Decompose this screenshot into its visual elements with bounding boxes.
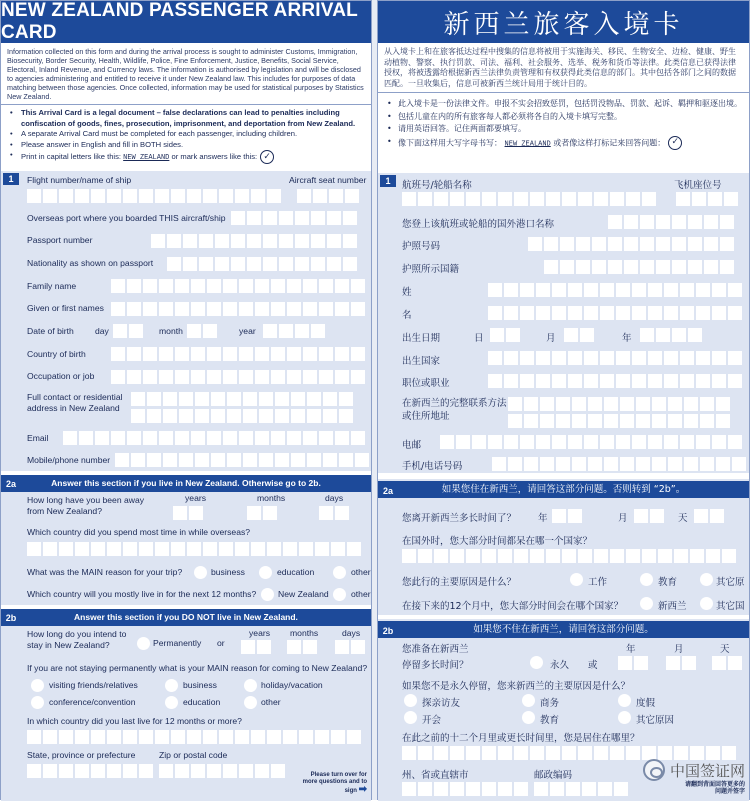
reason-visiting-label: 探亲访友 (422, 698, 461, 709)
most-time-country-label: 在国外时，您大部分时间都呆在哪一个国家？ (402, 536, 593, 547)
occupation-label: Occupation or job (27, 371, 95, 381)
card-title: NEW ZEALAND PASSENGER ARRIVAL CARD (1, 1, 371, 43)
stay-permanently-radio[interactable] (137, 637, 150, 650)
time-away-label: How long have you been away from New Zealand? (27, 495, 145, 516)
dob-month-boxes[interactable] (564, 328, 594, 342)
stay-length-label-2: 停留多长时间？ (402, 660, 469, 671)
privacy-intro: 从入境卡上和在旅客抵达过程中搜集的信息将被用于实施海关、移民、生物安全、边检、健康、野生动植物、警察、执行罚款、司法、福利、社会服务、选举、税务和货币等法律。此类信息已获得法律授权，将被透露给根据新西兰法律负责管理和有权获得此类信息的部门。其中包括各部门之间的数据匹配。一旦收集后，信息可被新西兰统计局用于统计目的。 (378, 43, 749, 93)
reason-education-radio-2b[interactable] (165, 696, 178, 709)
arrow-right-icon: ➡ (358, 784, 367, 795)
last-lived-country-label: 在此之前的十二个月里或更长时间里，您是居住在哪里？ (402, 733, 640, 744)
passport-number-label: 护照号码 (402, 241, 441, 252)
family-name-boxes[interactable] (111, 279, 365, 293)
overseas-port-label: Overseas port where you boarded THIS aircraft/ship (27, 213, 226, 223)
state-label: State, province or prefecture (27, 750, 136, 760)
next12-other-radio[interactable] (333, 588, 346, 601)
english-arrival-card (0, 0, 372, 800)
instructions-list (378, 93, 749, 155)
most-time-country-label: Which country did you spend most time in while overseas? (27, 527, 251, 537)
zip-boxes[interactable] (534, 782, 628, 796)
zip-label: Zip or postal code (159, 750, 228, 760)
away-months-label: 月 (618, 513, 628, 524)
main-reason-label: What was the MAIN reason for your trip? (27, 567, 183, 577)
reason-business-label: 工作 (588, 577, 608, 588)
passport-number-boxes[interactable] (528, 237, 734, 251)
section-2a-header: 如果您住在新西兰，请回答这部分问题。否则转到 “2b”。 (378, 481, 749, 498)
reason-education-label-2b: education (183, 697, 221, 707)
passport-number-boxes[interactable] (151, 234, 357, 248)
away-years-label: 年 (538, 513, 548, 524)
last-lived-country-label: In which country did you last live for 12 months or more? (27, 716, 242, 726)
reason-education-radio-2b[interactable] (522, 711, 535, 724)
next12-other-label: other (351, 589, 371, 599)
nz-address-label: Full contact or residential address in New Zealand (27, 392, 123, 413)
given-names-boxes[interactable] (488, 306, 742, 320)
separate-card-note: • 包括儿童在内的所有旅客每人都必须将各自的入境卡填写完整。 (386, 111, 743, 124)
stay-days-label: 天 (720, 644, 730, 655)
given-names-boxes[interactable] (111, 302, 365, 316)
reason-business-label-2b: 商务 (540, 698, 560, 709)
reason-business-radio[interactable] (570, 573, 583, 586)
flight-number-boxes[interactable] (27, 189, 281, 203)
state-boxes[interactable] (27, 764, 153, 778)
dob-month-label: 月 (546, 333, 556, 344)
overseas-port-boxes[interactable] (608, 215, 734, 229)
zip-boxes[interactable] (159, 764, 285, 778)
stay-days-boxes[interactable] (335, 640, 365, 654)
email-boxes[interactable] (63, 431, 365, 445)
section-number: 1 (3, 173, 19, 185)
nz-address-boxes-2[interactable] (508, 414, 730, 428)
next12-nz-label: 新西兰 (658, 601, 687, 612)
seat-number-label: Aircraft seat number (289, 175, 367, 185)
country-of-birth-label: Country of birth (27, 349, 86, 359)
section-2a-header: Answer this section if you live in New Zealand. Otherwise go to 2b. (1, 475, 371, 492)
reason-conference-label: conference/convention (49, 697, 136, 707)
family-name-label: 姓 (402, 287, 412, 298)
dob-day-boxes[interactable] (490, 328, 520, 342)
section-2b (1, 609, 371, 801)
dob-month-label: month (159, 326, 183, 336)
nationality-boxes[interactable] (544, 260, 734, 274)
print-example: NEW ZEALAND (504, 140, 551, 148)
section-2b-header: Answer this section if you DO NOT live in New Zealand. (1, 609, 371, 626)
away-years-boxes[interactable] (173, 506, 203, 520)
wechat-icon (643, 759, 665, 781)
flight-number-label: Flight number/name of ship (27, 175, 132, 185)
section-2b-header: 如果您不住在新西兰，请回答这部分问题。 (378, 621, 749, 638)
away-years-boxes[interactable] (552, 509, 582, 523)
section-number: 1 (380, 175, 396, 187)
stay-permanently-radio[interactable] (530, 656, 543, 669)
occupation-boxes[interactable] (488, 374, 742, 388)
overseas-port-label: 您登上该航班或轮船的国外港口名称 (402, 219, 555, 230)
section-1 (1, 171, 371, 471)
stay-length-label: How long do you intend to stay in New Zealand? (27, 629, 127, 650)
country-of-birth-boxes[interactable] (111, 347, 365, 361)
section-number: 2a (380, 485, 396, 497)
reason-conference-radio[interactable] (404, 711, 417, 724)
away-years-label: years (185, 493, 207, 503)
next12-other-label: 其它国 (716, 601, 745, 612)
reason-visiting-radio[interactable] (404, 694, 417, 707)
legal-notice: • 此入境卡是一份法律文件。申报不实会招致惩罚，包括罚没物品、罚款、起诉、羁押和驱逐出境。 (386, 98, 743, 111)
reason-business-radio-2b[interactable] (165, 679, 178, 692)
dob-day-boxes[interactable] (113, 324, 143, 338)
nz-address-boxes-2[interactable] (131, 409, 353, 423)
reason-conference-radio[interactable] (31, 696, 44, 709)
check-mark-icon: ✓ (668, 136, 682, 150)
instructions-list (1, 105, 371, 168)
dob-day-label: day (95, 326, 109, 336)
last-lived-country-boxes[interactable] (402, 746, 736, 760)
stay-years-boxes[interactable] (618, 656, 648, 670)
country-of-birth-label: 出生国家 (402, 356, 441, 367)
email-boxes[interactable] (440, 435, 742, 449)
reason-education-label: 教育 (658, 577, 678, 588)
dob-year-boxes[interactable] (640, 328, 702, 342)
stay-or-label: 或 (588, 660, 598, 671)
next-12-months-label: Which country will you mostly live in for the next 12 months? (27, 589, 257, 599)
reason-other-label: other (351, 567, 371, 577)
section-2a (1, 475, 371, 605)
most-time-country-boxes[interactable] (27, 542, 361, 556)
section-number: 2b (3, 612, 19, 624)
reason-other-label: 其它原 (716, 577, 745, 588)
most-time-country-boxes[interactable] (402, 549, 736, 563)
stay-years-boxes[interactable] (241, 640, 271, 654)
state-boxes[interactable] (402, 782, 528, 796)
family-name-label: Family name (27, 281, 77, 291)
date-of-birth-label: Date of birth (27, 326, 74, 336)
check-mark-icon: ✓ (260, 150, 274, 164)
reason-education-radio[interactable] (259, 566, 272, 579)
separate-card-note: • A separate Arrival Card must be completed for each passenger, including children. (9, 129, 365, 140)
mobile-boxes[interactable] (115, 453, 369, 467)
seat-number-boxes[interactable] (676, 192, 738, 206)
given-names-label: 名 (402, 310, 412, 321)
last-lived-country-boxes[interactable] (27, 730, 361, 744)
next-12-months-label: 在接下来的12个月中，您大部分时间会在哪个国家？ (402, 601, 624, 612)
next12-nz-label: New Zealand (278, 589, 329, 599)
reason-other-radio-2b[interactable] (618, 711, 631, 724)
section-1 (378, 173, 749, 473)
reason-education-radio[interactable] (640, 573, 653, 586)
away-months-boxes[interactable] (634, 509, 664, 523)
seat-number-label: 飞机座位号 (674, 180, 722, 191)
privacy-intro: Information collected on this form and during the arrival process is sought to administer Customs, Immigration, Biosecurity, Border Security, Health, Wildlife, Police, Fine Enforcement, Justice, Benefits, Social Service, Electoral, Inland Revenue, and Currency laws. The information is authorised by legislation and will be disclosed to agencies administering and entitled to receive it under New Zealand law. This includes for purposes of data matching between those agencies. Once collected, information may be used for statistical purposes by Statistics New Zealand. (1, 43, 371, 105)
reason-business-label-2b: business (183, 680, 217, 690)
reason-other-label-2b: 其它原因 (636, 715, 675, 726)
card-title: 新西兰旅客入境卡 (378, 1, 749, 43)
nationality-label: Nationality as shown on passport (27, 258, 154, 268)
reason-education-label-2b: 教育 (540, 715, 560, 726)
time-away-label: 您离开新西兰多长时间了？ (402, 513, 517, 524)
reason-visiting-label: visiting friends/relatives (49, 680, 138, 690)
reason-holiday-label: 度假 (636, 698, 656, 709)
email-label: 电邮 (402, 440, 422, 451)
dob-month-boxes[interactable] (187, 324, 217, 338)
watermark-text: 中国签证网 (669, 761, 745, 780)
stay-months-label: months (290, 628, 319, 638)
overseas-port-boxes[interactable] (231, 211, 357, 225)
flight-number-boxes[interactable] (402, 192, 656, 206)
dob-year-label: 年 (622, 333, 632, 344)
dob-year-boxes[interactable] (263, 324, 325, 338)
family-name-boxes[interactable] (488, 283, 742, 297)
country-of-birth-boxes[interactable] (488, 351, 742, 365)
reason-holiday-radio[interactable] (618, 694, 631, 707)
reason-holiday-label: holiday/vacation (261, 680, 323, 690)
stay-days-boxes[interactable] (712, 656, 742, 670)
reason-education-label: education (277, 567, 315, 577)
stay-months-boxes[interactable] (287, 640, 317, 654)
occupation-label: 职位或职业 (402, 378, 450, 389)
reason-other-radio-2b[interactable] (244, 696, 257, 709)
watermark (643, 759, 745, 781)
reason-holiday-radio[interactable] (244, 679, 257, 692)
given-names-label: Given or first names (27, 303, 104, 313)
reason-visiting-radio[interactable] (31, 679, 44, 692)
not-staying-reason-label: If you are not staying permanently what is your MAIN reason for coming to New Zealand? (27, 663, 368, 673)
nationality-label: 护照所示国籍 (402, 264, 460, 275)
seat-number-boxes[interactable] (297, 189, 359, 203)
stay-permanently-label: Permanently (153, 638, 202, 648)
dob-year-label: year (239, 326, 256, 336)
zip-label: 邮政编码 (534, 770, 573, 781)
date-of-birth-label: 出生日期 (402, 333, 441, 344)
stay-permanently-label: 永久 (550, 660, 570, 671)
reason-business-label: business (211, 567, 245, 577)
section-number: 2b (380, 625, 396, 637)
passport-number-label: Passport number (27, 235, 93, 245)
section-number: 2a (3, 478, 19, 490)
main-reason-label: 您此行的主要原因是什么？ (402, 577, 517, 588)
next12-other-radio[interactable] (700, 597, 713, 610)
print-example: NEW ZEALAND (123, 154, 170, 163)
stay-months-label: 月 (674, 644, 684, 655)
stay-years-label: 年 (626, 644, 636, 655)
nz-address-label: 在新西兰的完整联系方法或住所地址 (402, 398, 507, 422)
stay-years-label: years (249, 628, 271, 638)
reason-other-label-2b: other (261, 697, 281, 707)
next12-nz-radio[interactable] (261, 588, 274, 601)
away-days-label: 天 (678, 513, 688, 524)
occupation-boxes[interactable] (111, 370, 365, 384)
print-instructions: • Print in capital letters like this: NEW ZEALAND or mark answers like this: ✓ (9, 150, 365, 164)
section-2a (378, 479, 749, 615)
answer-language-note: • Please answer in English and fill in BOTH sides. (9, 140, 365, 151)
nz-address-boxes-1[interactable] (508, 397, 730, 411)
next12-nz-radio[interactable] (640, 597, 653, 610)
away-days-boxes[interactable] (319, 506, 349, 520)
away-months-boxes[interactable] (247, 506, 277, 520)
away-months-label: months (257, 493, 286, 503)
reason-business-radio-2b[interactable] (522, 694, 535, 707)
print-instructions: • 像下面这样用大写字母书写： NEW ZEALAND 或者像这样打标记来回答问题： ✓ (386, 136, 743, 151)
answer-language-note: • 请用英语回答。记住两面都要填写。 (386, 123, 743, 136)
turn-over-note: Please turn over for more questions and to sign ➡ (302, 772, 367, 795)
not-staying-reason-label: 如果您不是永久停留，您来新西兰的主要原因是什么？ (402, 681, 631, 692)
state-label: 州、省或直辖市 (402, 770, 469, 781)
legal-notice: • This Arrival Card is a legal document – false declarations can lead to penalties including confiscation of goods, fines, prosecution, imprisonment, and deportation from New Zealand. (9, 108, 365, 129)
reason-business-radio[interactable] (194, 566, 207, 579)
stay-length-label-1: 您准备在新西兰 (402, 644, 469, 655)
away-days-label: days (325, 493, 344, 503)
flight-number-label: 航班号/轮船名称 (402, 180, 472, 191)
dob-day-label: 日 (474, 333, 484, 344)
stay-days-label: days (342, 628, 361, 638)
reason-conference-label: 开会 (422, 715, 442, 726)
reason-other-radio[interactable] (333, 566, 346, 579)
chinese-arrival-card (377, 0, 750, 800)
away-days-boxes[interactable] (694, 509, 724, 523)
reason-other-radio[interactable] (700, 573, 713, 586)
email-label: Email (27, 433, 49, 443)
mobile-boxes[interactable] (492, 457, 746, 471)
turn-over-note: 请翻到背面回答更多的问题并签字 (685, 781, 746, 795)
mobile-label: Mobile/phone number (27, 455, 111, 465)
stay-or-label: or (217, 638, 225, 648)
nz-address-boxes-1[interactable] (131, 392, 353, 406)
stay-months-boxes[interactable] (666, 656, 696, 670)
nationality-boxes[interactable] (167, 257, 357, 271)
mobile-label: 手机/电话号码 (402, 461, 463, 472)
